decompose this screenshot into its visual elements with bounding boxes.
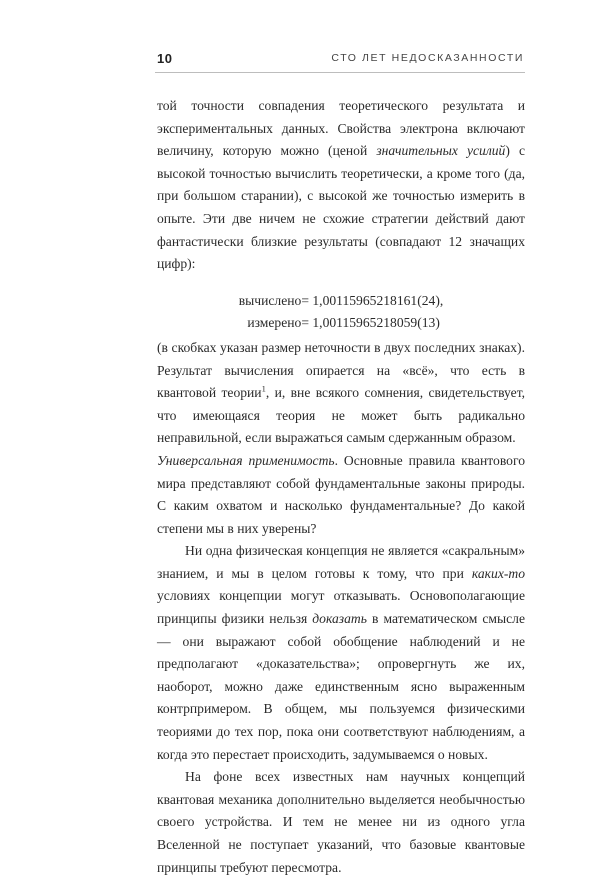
paragraph-4-text-c: условиях концепции могут отказывать. Основополагающие принципы физики нельзя bbox=[157, 588, 525, 627]
paragraph-4-emphasis-1: каких-то bbox=[471, 565, 525, 581]
paragraph-4-text-a: Ни одна физическая концепция не является «сакральным» знанием, и мы в целом готовы к тому, что при bbox=[157, 543, 525, 581]
paragraph-2 bbox=[157, 337, 525, 450]
paragraph-1-text-c: ) с высокой точностью вычислить теоретически, а кроме того (да, при большом старании), с высокой же точностью измерить в опыте. Эти две ничем не схожие стратегии действий дают фантастически близкие результаты (совпадают 12 значащих цифр): bbox=[157, 143, 525, 272]
paragraph-2-text-a: (в скобках указан размер неточности в двух последних знаках). Результат вычисления опирается на «всё», что есть в квантовой теории bbox=[157, 339, 525, 401]
footnote-marker[interactable]: 1 bbox=[261, 383, 266, 394]
page-number: 10 bbox=[157, 51, 173, 66]
formula-value-computed: = 1,00115965218161(24), bbox=[301, 292, 444, 308]
paragraph-1-text-a: той точности совпадения теоретического результата и экспериментальных данных. Свойства электрона включают величину, которую можно (ценой bbox=[157, 98, 525, 159]
paragraph-2-text-b: , и, вне всякого сомнения, свидетельствует, что имеющаяся теория не может быть радикально неправильной, если выражаться самым сдержанным образом. bbox=[157, 385, 526, 446]
formula-block bbox=[157, 290, 525, 335]
formula-value-measured: = 1,00115965218059(13) bbox=[301, 315, 440, 331]
body-text bbox=[157, 95, 525, 879]
formula-label-computed: вычислено bbox=[238, 292, 302, 308]
paragraph-4 bbox=[157, 540, 525, 766]
paragraph-3-text: . Основные правила квантового мира представляют собой фундаментальные законы природы. С каким охватом и насколько фундаментальные? До какой степени мы в них уверены? bbox=[157, 452, 525, 536]
header-rule bbox=[155, 72, 525, 73]
paragraph-1 bbox=[157, 95, 525, 276]
section-lead-in: Универсальная применимость bbox=[157, 452, 335, 468]
formula-label-measured: измерено bbox=[247, 315, 302, 331]
paragraph-4-emphasis-2: доказать bbox=[312, 611, 367, 627]
paragraph-3 bbox=[157, 450, 525, 540]
paragraph-5: На фоне всех известных нам научных концепций квантовая механика дополнительно выделяется необычностью своего устройства. И тем не менее ни из одного угла Вселенной не поступает указаний, что базовые квантовые принципы требуют пересмотра. bbox=[157, 769, 525, 875]
paragraph-4-text-e: в математическом смысле — они выражают собой обобщение наблюдений и не предполагают «доказательства»; опровергнуть же их, наоборот, можно даже единственным ясно выраженным контрпримером. В общем, мы пользуемся физическими теориями до тех пор, пока они соответствуют наблюдениям, а когда это перестает происходить, задумываемся о новых. bbox=[157, 611, 525, 762]
paragraph-1-emphasis: значительных усилий bbox=[376, 143, 506, 159]
running-title: СТО ЛЕТ НЕДОСКАЗАННОСТИ bbox=[331, 52, 524, 64]
